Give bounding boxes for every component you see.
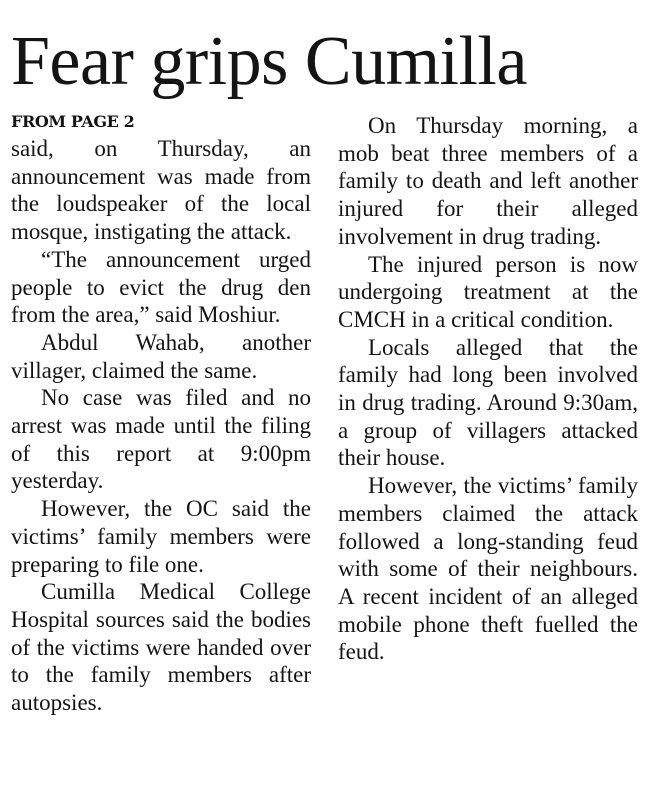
right-column — [338, 112, 638, 666]
body-paragraph: said, on Thursday, an announcement was made from the loudspeaker of the local mosque, instigating the attack. — [11, 136, 311, 245]
body-paragraph: However, the OC said the victims’ family members were preparing to file one. — [11, 496, 311, 577]
body-paragraph: Locals alleged that the family had long been involved in drug trading. Around 9:30am, a group of villagers attacked their house. — [338, 334, 638, 471]
body-paragraph: On Thursday morning, a mob beat three members of a family to death and left another injured for their alleged involvement in drug trading. — [338, 113, 638, 249]
body-paragraph: “The announcement urged people to evict the drug den from the area,” said Moshiur. — [11, 246, 311, 328]
body-paragraph: No case was filed and no arrest was made until the filing of this report at 9:00pm yesterday. — [11, 385, 311, 494]
jump-line: FROM PAGE 2 — [11, 112, 135, 131]
left-column — [11, 112, 311, 717]
headline: Fear grips Cumilla — [11, 23, 527, 100]
body-paragraph: Cumilla Medical College Hospital sources said the bodies of the victims were handed over to the family members after autopsies. — [11, 579, 311, 716]
body-paragraph: However, the victims’ family members claimed the attack followed a long-standing feud with some of their neighbours. A recent incident of an alleged mobile phone theft fuelled the feud. — [338, 473, 638, 665]
body-paragraph: The injured person is now undergoing treatment at the CMCH in a critical condition. — [338, 251, 638, 332]
body-paragraph: Abdul Wahab, another villager, claimed the same. — [11, 329, 311, 383]
